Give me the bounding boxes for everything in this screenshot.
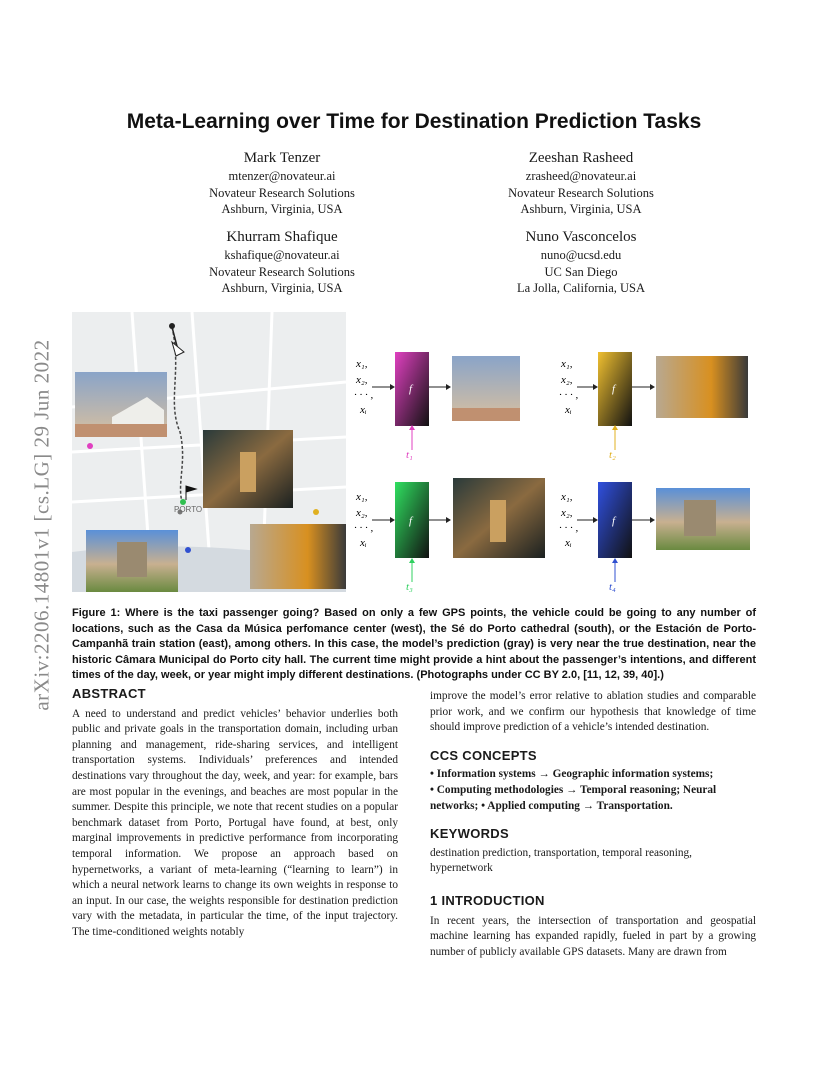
intro-heading: 1 INTRODUCTION (430, 892, 545, 908)
destination-dot-east (313, 509, 319, 515)
right-column (430, 689, 756, 960)
ccs-item: • Computing methodologies → Temporal reasoning; Neural networks; • Applied computing → Transportation. (430, 783, 717, 812)
author-email: mtenzer@novateur.ai (228, 169, 336, 183)
author-affiliation: UC San Diego (544, 264, 618, 279)
time-t4: t₄ (609, 581, 616, 593)
author-block (152, 148, 412, 218)
author-affiliation: Novateur Research Solutions (508, 185, 654, 200)
function-label: f (612, 515, 616, 527)
figure-caption: Figure 1: Where is the taxi passenger going? Based on only a few GPS points, the vehicle could be going to any number of locations, such as the Casa da Música perfomance center (west), the Sé do Porto cathedral (south), or the Estación de Porto-Campanhã train station (east), among others. In this case, the model’s prediction (gray) is very near the true destination, near the historic Câmara Municipal do Porto city hall. The current time might provide a hint about the passenger’s intentions, and different times of the day, week, or year might imply different destinations. (Photographs under CC BY 2.0, [11, 12, 39, 40].) (72, 607, 756, 681)
author-email: kshafique@novateur.ai (224, 248, 340, 262)
left-column (72, 686, 398, 941)
porto-map (72, 312, 346, 592)
author-location: Ashburn, Virginia, USA (221, 281, 343, 295)
paper-title: Meta-Learning over Time for Destination Prediction Tasks (126, 110, 702, 133)
input-dots: · · · , (354, 522, 374, 534)
arxiv-sidebar: arXiv:2206.14801v1 [cs.LG] 29 Jun 2022 (29, 339, 54, 711)
author-name: Nuno Vasconcelos (525, 229, 637, 245)
author-affiliation: Novateur Research Solutions (209, 185, 355, 200)
author-location: Ashburn, Virginia, USA (520, 202, 642, 216)
pipeline-row-2 (354, 478, 750, 593)
keywords-text: destination prediction, transportation, temporal reasoning, hypernetwork (430, 846, 692, 875)
time-t2: t₂ (609, 449, 616, 461)
output-photo-train-station (656, 356, 748, 418)
photo-train-station (250, 524, 346, 589)
author-location: Ashburn, Virginia, USA (221, 202, 343, 216)
time-t3: t₃ (406, 581, 413, 593)
ccs-item: • Information systems → Geographic information systems; (430, 768, 714, 781)
author-block (451, 227, 711, 297)
function-label: f (409, 383, 413, 395)
author-block (152, 227, 412, 297)
input-x2: x₂, (561, 374, 573, 386)
author-name: Zeeshan Rasheed (528, 150, 634, 166)
author-block (451, 148, 711, 218)
abstract-text: A need to understand and predict vehicles’ behavior underlies both public and private goals in the transportation domain, including urban planning and management, ride-sharing services, and intelligent transportation systems. Individuals’ preferences and intended destinations vary throughout the day, week, and year: for example, bars are most popular in the evenings, and beaches are most popular in the summer. Despite this principle, we note that recent studies on a popular benchmark dataset from Porto, Portugal have found, at best, only marginal improvements in predictive performance from incorporating temporal information. We propose an approach based on hypernetworks, a variant of meta-learning (“learning to learn”) in which a neural network learns to change its own weights in response to an input. In our case, the weights responsible for destination prediction vary with the metadata, in particular the time, of the input trajectory. The time-conditioned weights notably (72, 707, 398, 938)
input-dots: · · · , (559, 389, 579, 401)
input-x1: x₁, (356, 491, 368, 503)
input-dots: · · · , (559, 522, 579, 534)
abstract-continuation: improve the model’s error relative to ablation studies and comparable prior work, and we confirm our hypothesis that knowledge of time should improve prediction of a vehicle’s intended destination. (430, 690, 756, 734)
intro-text: In recent years, the intersection of transportation and geospatial machine learning has expanded rapidly, fueled in part by a growing number of publicly available GPS datasets. Many are drawn from (430, 914, 756, 958)
input-xi: xᵢ (360, 537, 367, 549)
input-xi: xᵢ (360, 404, 367, 416)
destination-dot-west (87, 443, 93, 449)
author-name: Khurram Shafique (226, 229, 338, 245)
author-affiliation: Novateur Research Solutions (209, 264, 355, 279)
map-city-label: PORTO (174, 505, 203, 514)
input-x1: x₁, (561, 358, 573, 370)
input-x1: x₁, (356, 358, 368, 370)
pipeline-row-1 (354, 352, 748, 461)
author-email: nuno@ucsd.edu (540, 248, 622, 262)
input-x2: x₂, (561, 507, 573, 519)
author-email: zrasheed@novateur.ai (525, 169, 637, 183)
input-x2: x₂, (356, 507, 368, 519)
keywords-heading: KEYWORDS (430, 826, 509, 842)
author-location: La Jolla, California, USA (516, 281, 646, 295)
abstract-heading: ABSTRACT (72, 686, 146, 701)
figure-1 (72, 312, 756, 597)
destination-dot-south (185, 547, 191, 553)
ccs-heading: CCS CONCEPTS (430, 747, 537, 763)
function-label: f (612, 383, 616, 395)
input-x2: x₂, (356, 374, 368, 386)
input-xi: xᵢ (565, 404, 572, 416)
input-x1: x₁, (561, 491, 573, 503)
function-label: f (409, 515, 413, 527)
time-t1: t₁ (406, 449, 413, 461)
input-xi: xᵢ (565, 537, 572, 549)
input-dots: · · · , (354, 389, 374, 401)
author-name: Mark Tenzer (243, 150, 321, 166)
